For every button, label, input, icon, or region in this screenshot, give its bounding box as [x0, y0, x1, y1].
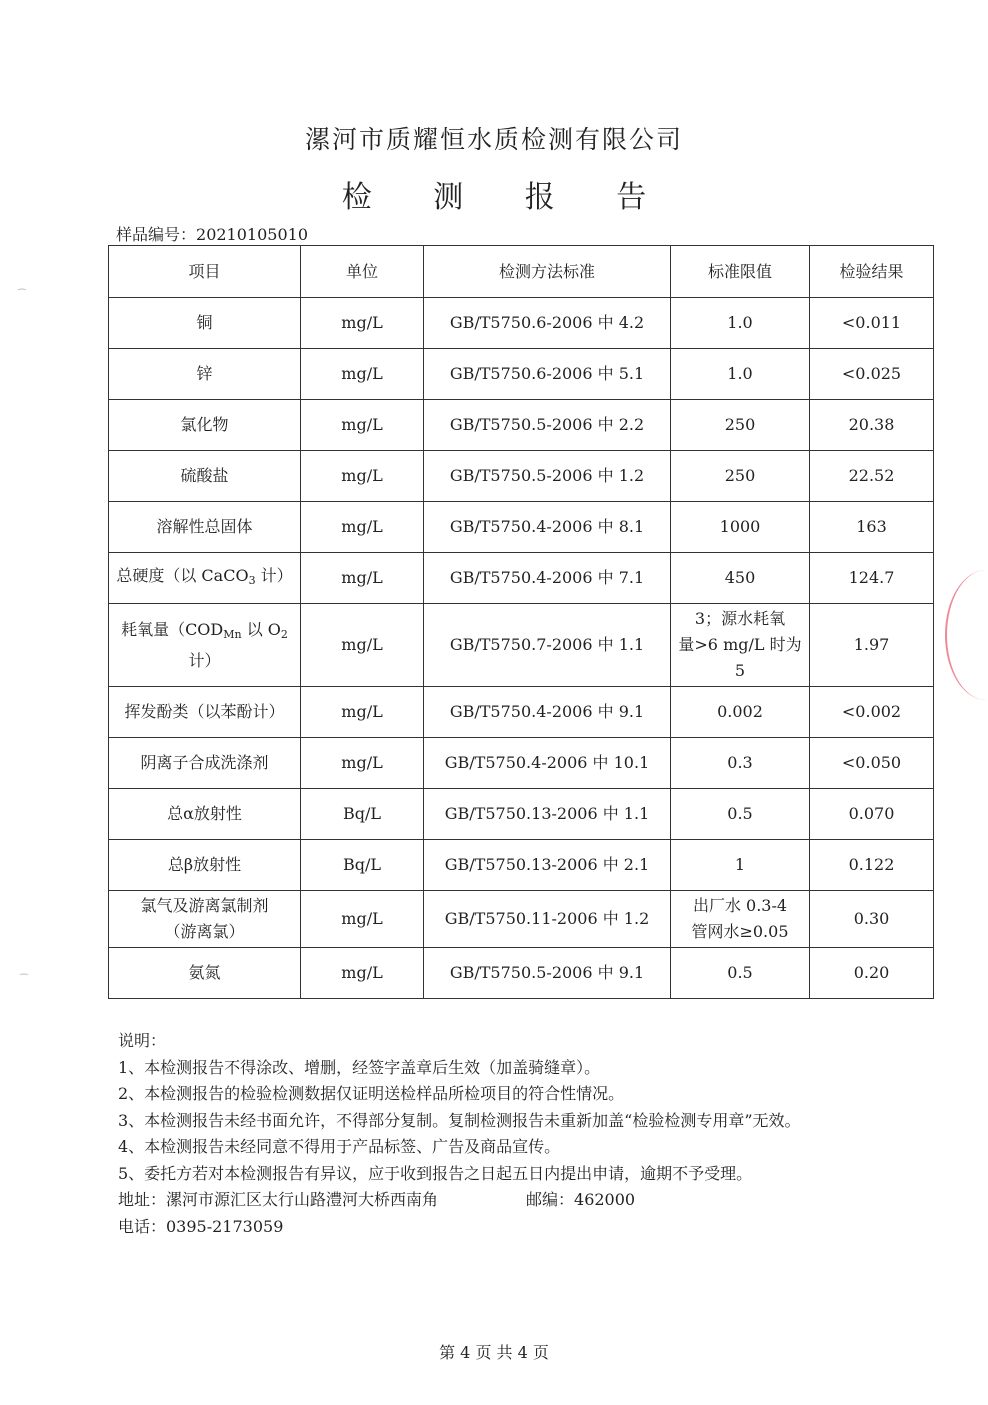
notes-section: [118, 1028, 801, 1240]
cell-result: 0.070: [810, 789, 934, 840]
column-header-result: 检验结果: [810, 246, 934, 298]
cell-item: 总β放射性: [109, 840, 301, 891]
table-row: [109, 400, 934, 451]
cell-result: 22.52: [810, 451, 934, 502]
column-header-method: 检测方法标准: [424, 246, 671, 298]
cell-item: 耗氧量（$COD_{Mn}$ 以 $O_2$ 计）: [109, 604, 301, 687]
cell-result: 163: [810, 502, 934, 553]
column-header-item: 项目: [109, 246, 301, 298]
cell-item: 阴离子合成洗涤剂: [109, 738, 301, 789]
cell-limit: 250: [671, 451, 810, 502]
cell-unit: mg/L: [301, 891, 424, 948]
note-item: 3、本检测报告未经书面允许，不得部分复制。复制检测报告未重新加盖“检验检测专用章”无效。: [118, 1110, 801, 1130]
cell-limit: 450: [671, 553, 810, 604]
note-item: 1、本检测报告不得涂改、增删，经签字盖章后生效（加盖骑缝章）。: [118, 1057, 601, 1077]
cell-method: GB/T5750.13-2006 中 2.1: [424, 840, 671, 891]
phone: 电话：0395-2173059: [118, 1216, 284, 1236]
table-row: [109, 687, 934, 738]
cell-item: 总α放射性: [109, 789, 301, 840]
cell-result: 0.30: [810, 891, 934, 948]
table-row: [109, 948, 934, 999]
cell-unit: mg/L: [301, 687, 424, 738]
results-table: [108, 245, 934, 999]
cell-method: GB/T5750.4-2006 中 7.1: [424, 553, 671, 604]
cell-method: GB/T5750.13-2006 中 1.1: [424, 789, 671, 840]
cell-result: 20.38: [810, 400, 934, 451]
binding-mark-icon: ⁀: [18, 290, 27, 301]
note-item: 4、本检测报告未经同意不得用于产品标签、广告及商品宣传。: [118, 1137, 561, 1156]
note-item: 2、本检测报告的检验检测数据仅证明送检样品所检项目的符合性情况。: [118, 1084, 625, 1103]
binding-mark-icon: ⁀: [20, 975, 29, 986]
cell-unit: mg/L: [301, 604, 424, 687]
cell-unit: Bq/L: [301, 840, 424, 891]
address-line: [118, 1187, 801, 1214]
column-header-unit: 单位: [301, 246, 424, 298]
cell-item: 锌: [109, 349, 301, 400]
cell-unit: mg/L: [301, 502, 424, 553]
sample-number-value: 20210105010: [196, 225, 308, 244]
cell-unit: mg/L: [301, 948, 424, 999]
column-header-limit: 标准限值: [671, 246, 810, 298]
cell-method: GB/T5750.4-2006 中 10.1: [424, 738, 671, 789]
cell-limit: 0.002: [671, 687, 810, 738]
sample-number: [116, 222, 308, 245]
cell-limit: 1000: [671, 502, 810, 553]
cell-unit: mg/L: [301, 553, 424, 604]
cell-limit: 1.0: [671, 349, 810, 400]
table-row: [109, 553, 934, 604]
table-row: [109, 891, 934, 948]
cell-method: GB/T5750.11-2006 中 1.2: [424, 891, 671, 948]
cell-limit: 0.3: [671, 738, 810, 789]
cell-result: <0.002: [810, 687, 934, 738]
cell-item: 氯化物: [109, 400, 301, 451]
cell-unit: mg/L: [301, 298, 424, 349]
cell-method: GB/T5750.4-2006 中 9.1: [424, 687, 671, 738]
cell-limit: 1.0: [671, 298, 810, 349]
page-number: 第 4 页 共 4 页: [439, 1343, 549, 1362]
cell-limit: 1: [671, 840, 810, 891]
cell-item: 铜: [109, 298, 301, 349]
cell-unit: mg/L: [301, 400, 424, 451]
cell-result: <0.011: [810, 298, 934, 349]
cell-result: 0.122: [810, 840, 934, 891]
table-row: [109, 502, 934, 553]
table-row: [109, 349, 934, 400]
table-row: [109, 604, 934, 687]
cell-limit: 0.5: [671, 948, 810, 999]
table-row: [109, 738, 934, 789]
cell-limit: 出厂水 0.3-4 管网水≥0.05: [671, 891, 810, 948]
cell-result: 1.97: [810, 604, 934, 687]
cell-result: <0.050: [810, 738, 934, 789]
cell-method: GB/T5750.7-2006 中 1.1: [424, 604, 671, 687]
cell-limit: 0.5: [671, 789, 810, 840]
cell-unit: mg/L: [301, 738, 424, 789]
sample-number-label: 样品编号：: [116, 225, 197, 244]
cell-method: GB/T5750.5-2006 中 1.2: [424, 451, 671, 502]
zip-code: 邮编：462000: [526, 1190, 636, 1209]
cell-unit: mg/L: [301, 349, 424, 400]
cell-result: <0.025: [810, 349, 934, 400]
table-row: [109, 451, 934, 502]
cell-unit: mg/L: [301, 451, 424, 502]
cell-item: 挥发酚类（以苯酚计）: [109, 687, 301, 738]
cell-method: GB/T5750.4-2006 中 8.1: [424, 502, 671, 553]
table-header-row: [109, 246, 934, 298]
cell-method: GB/T5750.6-2006 中 5.1: [424, 349, 671, 400]
cell-method: GB/T5750.5-2006 中 2.2: [424, 400, 671, 451]
table-row: [109, 840, 934, 891]
cell-limit: 3；源水耗氧 量>6 mg/L 时为 5: [671, 604, 810, 687]
address: 地址：漯河市源汇区太行山路澧河大桥西南角: [118, 1190, 439, 1209]
cell-item: 氨氮: [109, 948, 301, 999]
cell-item: 总硬度（以 CaCO$_3$ 计）: [109, 553, 301, 604]
cell-unit: Bq/L: [301, 789, 424, 840]
notes-heading: 说明：: [118, 1031, 167, 1050]
table-row: [109, 298, 934, 349]
seam-stamp-icon: [945, 570, 988, 700]
report-title: 检 测 报 告: [341, 180, 673, 215]
cell-result: 124.7: [810, 553, 934, 604]
cell-result: 0.20: [810, 948, 934, 999]
company-name: 漯河市质耀恒水质检测有限公司: [304, 125, 683, 154]
cell-item: 氯气及游离氯制剂 （游离氯）: [109, 891, 301, 948]
cell-method: GB/T5750.5-2006 中 9.1: [424, 948, 671, 999]
cell-method: GB/T5750.6-2006 中 4.2: [424, 298, 671, 349]
table-row: [109, 789, 934, 840]
cell-item: 硫酸盐: [109, 451, 301, 502]
cell-item: 溶解性总固体: [109, 502, 301, 553]
note-item: 5、委托方若对本检测报告有异议，应于收到报告之日起五日内提出申请，逾期不予受理。: [118, 1163, 753, 1183]
cell-limit: 250: [671, 400, 810, 451]
